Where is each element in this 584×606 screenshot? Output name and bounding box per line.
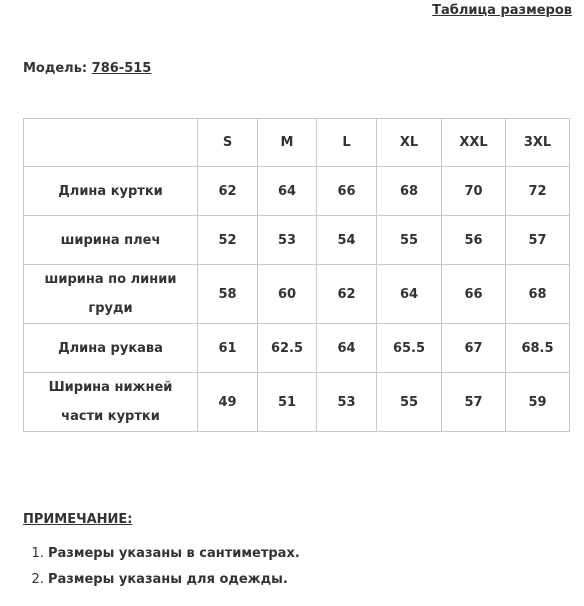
size-table (23, 118, 570, 432)
header-cell-s: S (198, 119, 258, 167)
table-cell: 52 (198, 216, 258, 265)
table-cell: 61 (198, 324, 258, 373)
table-cell: 62 (198, 167, 258, 216)
model-code-link[interactable]: 786-515 (91, 61, 152, 76)
table-row (24, 216, 570, 265)
table-cell: 70 (442, 167, 506, 216)
header-cell-xl: XL (377, 119, 442, 167)
table-cell: 55 (377, 373, 442, 432)
table-cell: 58 (198, 265, 258, 324)
table-cell: 57 (506, 216, 570, 265)
table-cell: 68 (506, 265, 570, 324)
table-cell: 62.5 (258, 324, 317, 373)
model-label: Модель: (23, 61, 88, 76)
note-item: 2. Размеры указаны для одежды. (48, 564, 300, 590)
table-cell: 59 (506, 373, 570, 432)
table-cell: 65.5 (377, 324, 442, 373)
table-cell: 49 (198, 373, 258, 432)
table-cell: 66 (317, 167, 377, 216)
table-cell: 68.5 (506, 324, 570, 373)
header-cell-3xl: 3XL (506, 119, 570, 167)
row-label: Ширина нижней части куртки (24, 373, 198, 432)
header-cell-xxl: XXL (442, 119, 506, 167)
note-item: 1. Размеры указаны в сантиметрах. (48, 538, 300, 564)
note-list (23, 538, 300, 590)
model-line (23, 61, 151, 76)
row-label: Длина куртки (24, 167, 198, 216)
table-cell: 62 (317, 265, 377, 324)
row-label: Длина рукава (24, 324, 198, 373)
table-header-row (24, 119, 570, 167)
header-cell-empty (24, 119, 198, 167)
header-cell-m: M (258, 119, 317, 167)
table-cell: 56 (442, 216, 506, 265)
row-label: ширина по линии груди (24, 265, 198, 324)
note-title: ПРИМЕЧАНИЕ: (23, 512, 133, 527)
table-cell: 64 (258, 167, 317, 216)
table-cell: 53 (317, 373, 377, 432)
table-cell: 64 (377, 265, 442, 324)
table-cell: 68 (377, 167, 442, 216)
table-cell: 53 (258, 216, 317, 265)
table-row (24, 373, 570, 432)
table-row (24, 167, 570, 216)
row-label: ширина плеч (24, 216, 198, 265)
table-cell: 67 (442, 324, 506, 373)
table-cell: 55 (377, 216, 442, 265)
table-row (24, 265, 570, 324)
table-cell: 57 (442, 373, 506, 432)
table-cell: 64 (317, 324, 377, 373)
table-cell: 51 (258, 373, 317, 432)
size-chart-link[interactable]: Таблица размеров (432, 3, 572, 18)
table-row (24, 324, 570, 373)
table-cell: 60 (258, 265, 317, 324)
table-cell: 66 (442, 265, 506, 324)
table-cell: 72 (506, 167, 570, 216)
header-cell-l: L (317, 119, 377, 167)
table-cell: 54 (317, 216, 377, 265)
